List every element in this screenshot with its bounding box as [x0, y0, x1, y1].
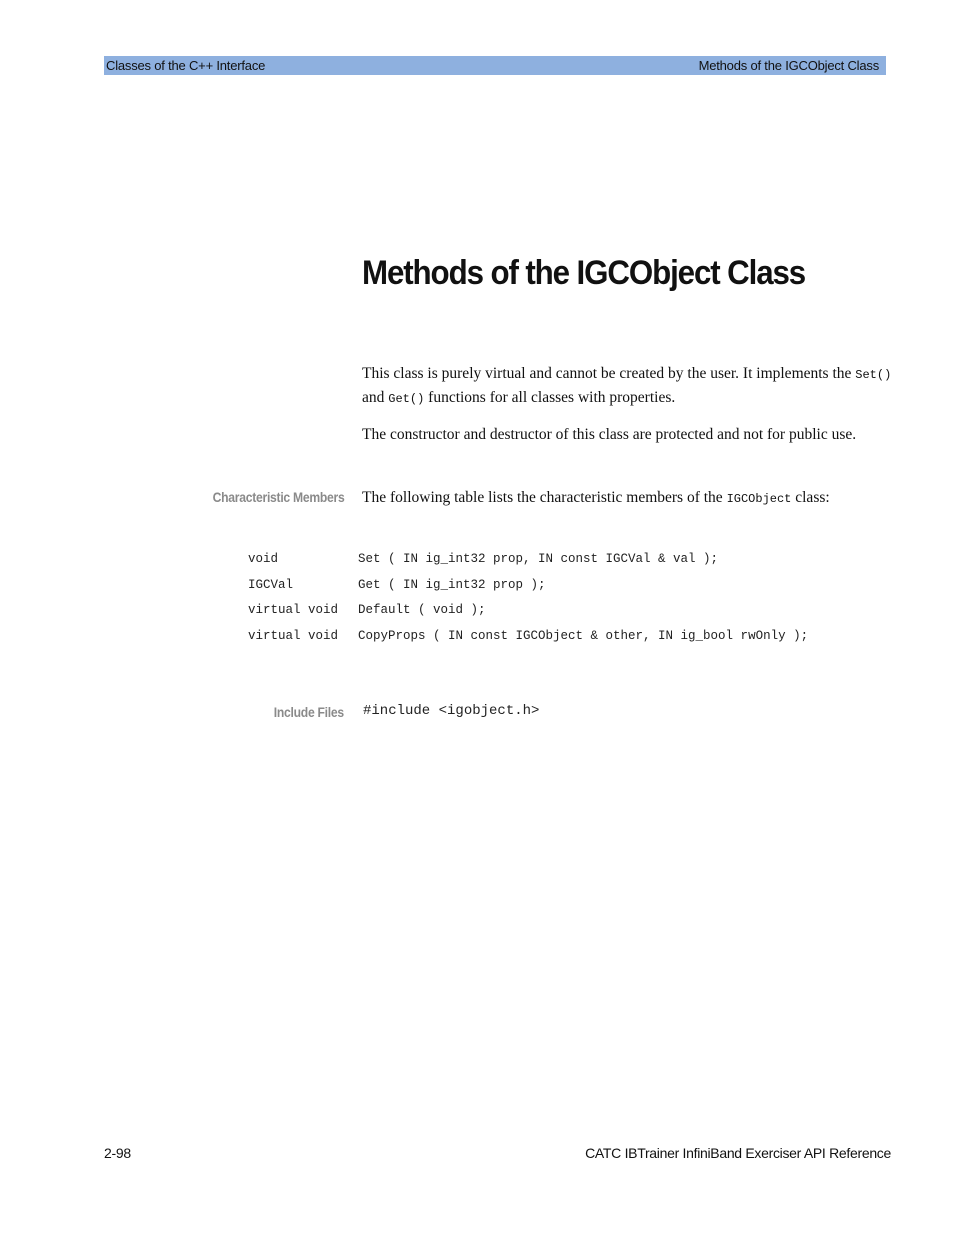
- members-text-b: class:: [791, 489, 830, 506]
- member-signature: Get ( IN ig_int32 prop );: [358, 577, 546, 592]
- intro-paragraph-1: [362, 363, 892, 410]
- include-directive: #include <igobject.h>: [363, 703, 540, 719]
- member-signature: Set ( IN ig_int32 prop, IN const IGCVal & val );: [358, 552, 719, 566]
- running-header: [104, 56, 886, 75]
- characteristic-members-heading: Characteristic Members: [212, 490, 344, 505]
- get-code-inline: Get(): [388, 391, 425, 406]
- member-return-type: virtual void: [248, 628, 339, 643]
- header-chapter-title: Classes of the C++ Interface: [106, 58, 266, 73]
- set-code-inline: Set(): [855, 368, 892, 382]
- characteristic-members-text: [362, 487, 892, 511]
- include-files-heading: Include Files: [273, 705, 344, 720]
- page-number: 2-98: [104, 1145, 131, 1161]
- intro-text-a: This class is purely virtual and cannot be created by the user. It implements the: [362, 365, 856, 382]
- member-return-type: void: [248, 552, 279, 566]
- intro-text-b: and: [362, 388, 389, 406]
- member-signature: CopyProps ( IN const IGCObject & other, IN ig_bool rwOnly );: [358, 628, 809, 643]
- intro-text-c: functions for all classes with properties.: [424, 388, 676, 406]
- members-text-a: The following table lists the characteristic members of the: [362, 489, 727, 506]
- member-return-type: virtual void: [248, 603, 339, 617]
- page-title: Methods of the IGCObject Class: [362, 254, 806, 292]
- header-section-title: Methods of the IGCObject Class: [698, 58, 879, 73]
- footer-book-title: CATC IBTrainer InfiniBand Exerciser API Reference: [585, 1145, 891, 1161]
- intro-paragraph-2: The constructor and destructor of this class are protected and not for public use.: [362, 426, 857, 443]
- igcobject-code-inline: IGCObject: [726, 492, 792, 506]
- member-signature: Default ( void );: [358, 603, 486, 617]
- member-return-type: IGCVal: [248, 577, 294, 592]
